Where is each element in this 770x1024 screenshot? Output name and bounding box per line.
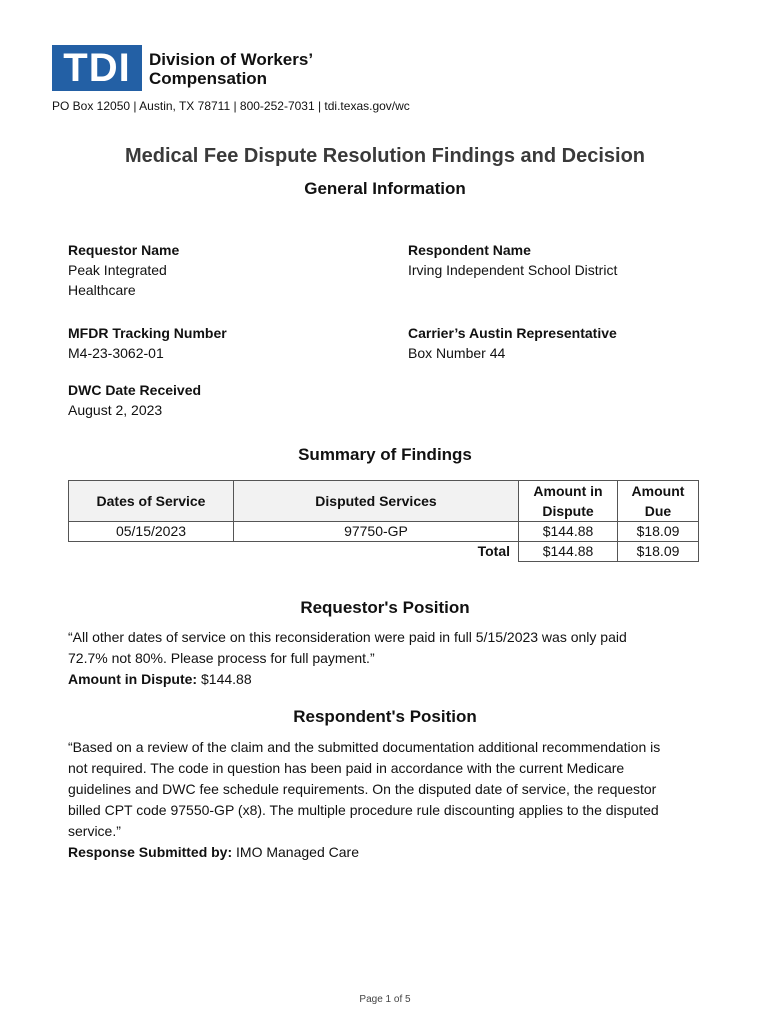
requestor-quote-line2: 72.7% not 80%. Please process for full payment.”	[68, 650, 375, 666]
requestor-name-block	[68, 242, 179, 300]
respondent-quote-line: “Based on a review of the claim and the submitted documentation additional recommendation is	[68, 739, 661, 755]
amount-in-dispute-line	[68, 669, 708, 690]
response-submitted-label: Response Submitted by:	[68, 844, 233, 860]
amount-in-dispute-label: Amount in Dispute:	[68, 671, 198, 687]
total-due: $18.09	[618, 542, 699, 562]
general-information-heading: General Information	[304, 179, 466, 198]
respondent-quote-line: service.”	[68, 823, 121, 839]
tdi-logo: TDI	[52, 45, 142, 91]
respondent-quote-line: not required. The code in question has been paid in accordance with the current Medicare	[68, 760, 625, 776]
requestor-quote-line1: “All other dates of service on this reconsideration were paid in full 5/15/2023 was only paid	[68, 629, 627, 645]
cell-due: $18.09	[618, 522, 699, 542]
requestor-position-heading: Requestor's Position	[300, 598, 470, 617]
col-amount-in-dispute	[519, 481, 618, 522]
response-submitted-line	[68, 842, 728, 863]
total-row	[69, 542, 699, 562]
date-received-block	[68, 382, 201, 420]
amount-in-dispute-value: $144.88	[201, 671, 252, 687]
total-empty-cell	[69, 542, 234, 562]
page-number: Page 1 of 5	[359, 994, 411, 1005]
org-name-line2: Compensation	[149, 69, 268, 88]
findings-table	[68, 480, 699, 562]
address-line: PO Box 12050 | Austin, TX 78711 | 800-252-7031 | tdi.texas.gov/wc	[52, 99, 410, 113]
org-name	[149, 50, 313, 88]
summary-heading: Summary of Findings	[298, 445, 472, 464]
col-amount-in-dispute-line1: Amount in	[533, 483, 603, 499]
respondent-position-heading: Respondent's Position	[293, 707, 477, 726]
respondent-name-block	[408, 242, 617, 280]
tracking-number-block	[68, 325, 227, 363]
org-name-line1: Division of Workers’	[149, 50, 314, 69]
col-amount-due	[618, 481, 699, 522]
tracking-number-label: MFDR Tracking Number	[68, 325, 227, 341]
requestor-name-value-line1: Peak Integrated	[68, 262, 167, 278]
tracking-number-value: M4-23-3062-01	[68, 345, 164, 361]
respondent-name-value: Irving Independent School District	[408, 262, 618, 278]
date-received-value: August 2, 2023	[68, 402, 163, 418]
cell-service: 97750-GP	[234, 522, 519, 542]
col-amount-in-dispute-line2: Dispute	[542, 503, 594, 519]
respondent-quote-line: billed CPT code 97550-GP (x8). The multiple procedure rule discounting applies to the disputed	[68, 802, 659, 818]
table-header-row	[69, 481, 699, 522]
respondent-name-label: Respondent Name	[408, 242, 531, 258]
col-amount-due-line1: Amount	[631, 483, 685, 499]
col-dates-of-service: Dates of Service	[69, 481, 234, 522]
carrier-rep-label: Carrier’s Austin Representative	[408, 325, 617, 341]
carrier-rep-block	[408, 325, 617, 363]
col-amount-due-line2: Due	[644, 503, 672, 519]
table-row	[69, 522, 699, 542]
total-dispute: $144.88	[519, 542, 618, 562]
total-label: Total	[477, 543, 510, 560]
date-received-label: DWC Date Received	[68, 382, 202, 398]
requestor-name-value-line2: Healthcare	[68, 282, 136, 298]
respondent-quote-line: guidelines and DWC fee schedule requirements. On the disputed date of service, the requestor	[68, 781, 657, 797]
col-disputed-services: Disputed Services	[234, 481, 519, 522]
cell-dispute: $144.88	[519, 522, 618, 542]
cell-date: 05/15/2023	[69, 522, 234, 542]
requestor-name-label: Requestor Name	[68, 242, 180, 258]
document-title: Medical Fee Dispute Resolution Findings and Decision	[124, 145, 646, 167]
carrier-rep-value: Box Number 44	[408, 345, 506, 361]
respondent-position-text	[68, 737, 728, 863]
response-submitted-value: IMO Managed Care	[236, 844, 359, 860]
requestor-position-text	[68, 627, 708, 690]
